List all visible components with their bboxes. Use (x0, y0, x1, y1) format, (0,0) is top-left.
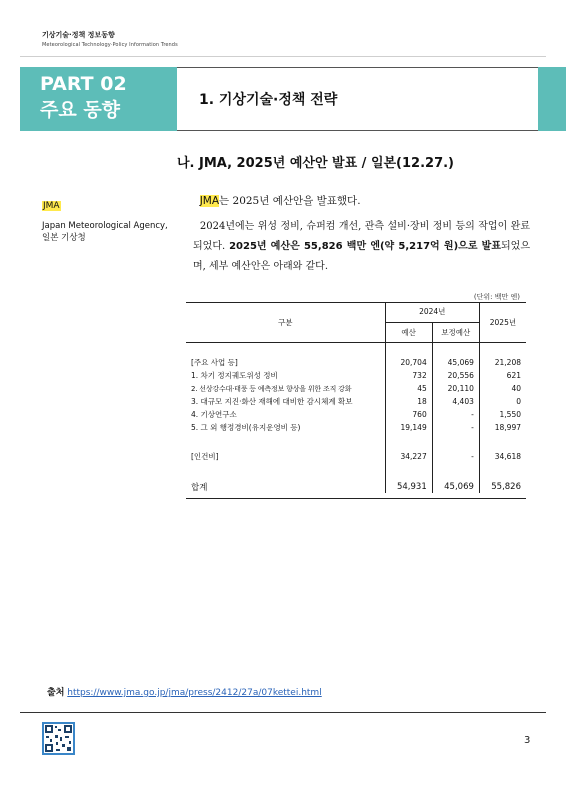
row-supplement: 4,403 (432, 395, 479, 408)
row-2025: 18,997 (494, 423, 521, 432)
banner-right-block (538, 67, 566, 131)
table-row (186, 356, 526, 369)
intro-term: JMA (199, 195, 220, 207)
footer-divider (20, 712, 546, 713)
table-row (186, 450, 526, 463)
row-label: 1. 차기 정지궤도위성 정비 (186, 369, 385, 382)
row-2025: 0 (516, 397, 521, 406)
col-header-budget: 예산 (385, 322, 432, 342)
row-label: 4. 기상연구소 (186, 408, 385, 421)
source-line (47, 685, 322, 698)
sidebar-desc-line1: Japan Meteorological Agency, (42, 221, 168, 231)
row-label: [인건비] (186, 450, 385, 463)
body-text-bold: 2025년 예산은 55,826 백만 엔(약 5,217억 원)으로 발표 (229, 241, 502, 252)
row-label: 5. 그 외 행정경비(유지운영비 등) (186, 421, 385, 434)
table-row (186, 408, 526, 421)
row-supplement: 20,556 (432, 369, 479, 382)
row-2025: 621 (506, 371, 521, 380)
intro-paragraph (193, 190, 530, 212)
col-header-2025: 2025년 (479, 302, 526, 343)
row-2025: 55,826 (491, 481, 521, 492)
qr-code-icon (42, 722, 75, 755)
body-text-post: 되었으며, 세부 예산안은 아래와 같다. (193, 241, 530, 272)
row-label: 합계 (186, 480, 385, 493)
row-supplement: 45,069 (432, 356, 479, 369)
col-header-2024: 2024년 (385, 302, 479, 322)
col-header-supplement: 보정예산 (432, 322, 479, 342)
table-row (186, 382, 526, 395)
row-budget: 19,149 (385, 421, 432, 434)
row-supplement: 45,069 (432, 480, 479, 493)
sidebar-desc-line2: 일본 기상청 (42, 233, 86, 243)
body-text-pre: 2024년에는 위성 정비, 슈퍼컴 개선, 관측 설비·장비 정비 등의 작업이 완료되었다. (193, 221, 531, 252)
row-budget: 34,227 (385, 450, 432, 463)
row-label: 3. 대규모 지진·화산 재해에 대비한 감시체계 확보 (186, 395, 385, 408)
row-2025: 40 (511, 384, 521, 393)
row-supplement: - (432, 421, 479, 434)
col-header-category: 구분 (186, 302, 385, 343)
table-row (186, 421, 526, 434)
row-budget: 18 (385, 395, 432, 408)
source-link[interactable]: https://www.jma.go.jp/jma/press/2412/27a/07kettei.html (67, 688, 322, 698)
part-label: PART 02 (40, 73, 127, 95)
banner-top-rule (177, 67, 538, 68)
sidebar-desc (42, 220, 172, 244)
row-budget: 760 (385, 408, 432, 421)
header-title-ko: 기상기술·정책 정보동향 (42, 31, 115, 39)
sidebar-term: JMA (43, 201, 60, 211)
row-budget: 45 (385, 382, 432, 395)
chapter-title: 1. 기상기술·정책 전략 (199, 92, 338, 108)
header-divider (20, 56, 546, 57)
row-supplement: 20,110 (432, 382, 479, 395)
table-row (186, 395, 526, 408)
row-budget: 20,704 (385, 356, 432, 369)
row-2025: 1,550 (499, 410, 521, 419)
page-number: 3 (524, 735, 531, 746)
row-supplement: - (432, 408, 479, 421)
row-supplement: - (432, 450, 479, 463)
source-label: 출처 (47, 688, 65, 698)
table-row (186, 369, 526, 382)
header-title-en: Meteorological Technology·Policy Information Trends (42, 42, 178, 48)
row-label: [주요 사업 등] (186, 356, 385, 369)
row-2025: 34,618 (494, 452, 521, 461)
row-budget: 54,931 (385, 480, 432, 493)
banner-bottom-rule (177, 130, 538, 131)
section-title: 나. JMA, 2025년 예산안 발표 / 일본(12.27.) (177, 156, 455, 171)
row-label: 2. 선상강수대·태풍 등 예측정보 향상을 위한 조직 강화 (186, 382, 385, 395)
table-bottom-rule (186, 498, 526, 499)
part-name: 주요 동향 (40, 99, 121, 121)
intro-text: 는 2025년 예산안을 발표했다. (219, 195, 361, 207)
table-unit: (단위: 백만 엔) (473, 293, 520, 301)
budget-table (186, 302, 526, 493)
row-budget: 732 (385, 369, 432, 382)
row-2025: 21,208 (494, 358, 521, 367)
body-paragraph (193, 217, 530, 277)
table-row-total (186, 480, 526, 493)
